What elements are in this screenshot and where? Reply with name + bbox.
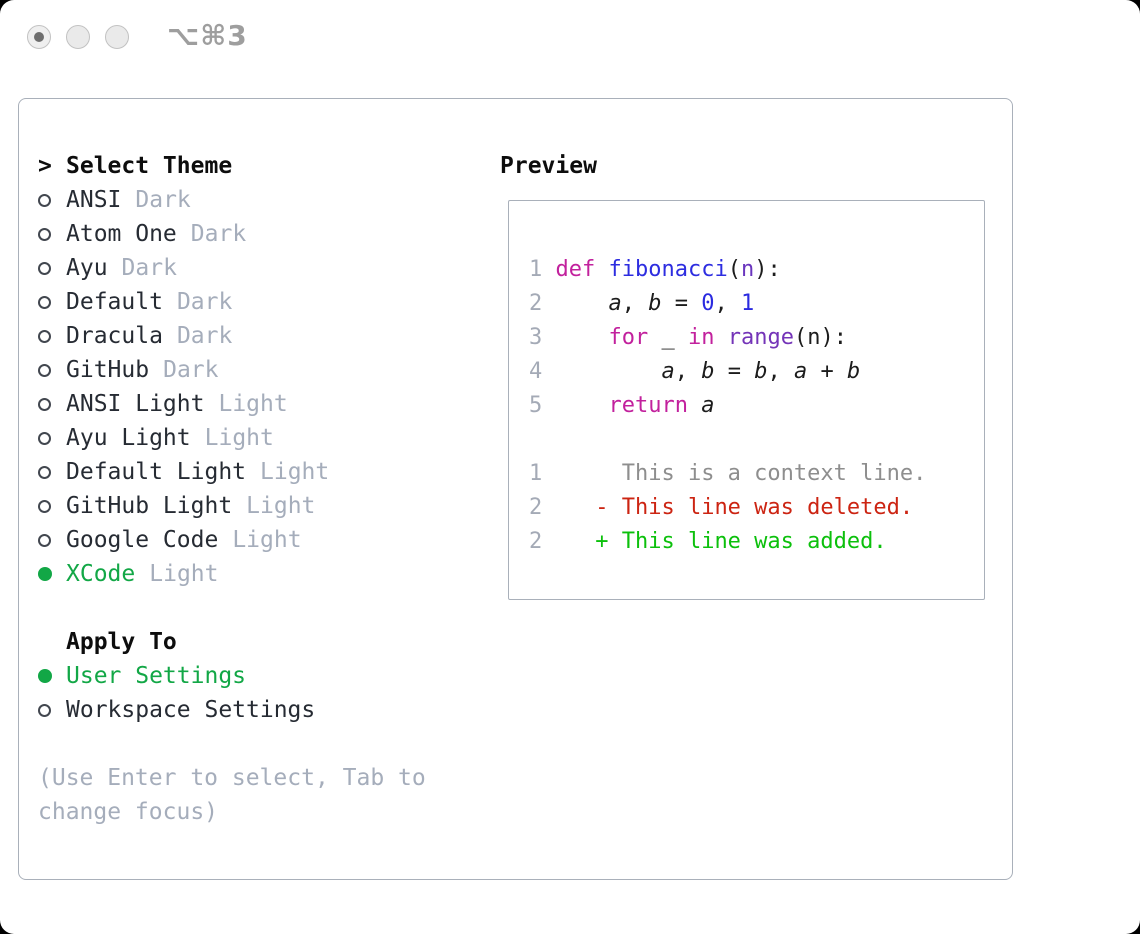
code-token-plain	[542, 495, 595, 520]
code-token-plain	[595, 257, 608, 282]
code-token-plain	[688, 393, 701, 418]
window-title-shortcut: ⌥⌘3	[167, 19, 248, 52]
line-number: 2	[529, 528, 543, 554]
line-number: 2	[529, 290, 543, 316]
theme-variant-label: Dark	[176, 289, 233, 315]
theme-list	[38, 149, 426, 829]
code-token-plain	[542, 291, 608, 316]
radio-unselected-icon	[38, 704, 51, 717]
radio-unselected-icon	[38, 500, 51, 513]
theme-item-label: Ayu Light	[66, 425, 191, 451]
theme-variant-label: Light	[218, 391, 288, 417]
theme-item-ansi-dark[interactable]	[38, 183, 426, 217]
select-theme-title: Select Theme	[66, 153, 233, 179]
theme-item-label: GitHub Light	[66, 493, 233, 519]
code-token-variable: b	[701, 358, 715, 384]
theme-item-label: GitHub	[66, 357, 150, 383]
theme-item-label: Google Code	[66, 527, 219, 553]
code-line	[529, 524, 926, 558]
theme-item-xcode-light[interactable]	[38, 557, 426, 591]
hint-text-line1: (Use Enter to select, Tab to	[38, 765, 426, 791]
theme-item-ayu-light[interactable]	[38, 421, 426, 455]
code-token-deleted: - This line was deleted.	[595, 494, 914, 520]
theme-item-github-dark[interactable]	[38, 353, 426, 387]
theme-item-google-code-light[interactable]	[38, 523, 426, 557]
theme-item-label: Dracula	[66, 323, 163, 349]
code-token-added: + This line was added.	[595, 528, 887, 554]
theme-variant-label: Light	[204, 425, 274, 451]
code-token-keyword: def	[555, 256, 596, 282]
code-token-plain: ,	[674, 358, 702, 384]
hint-text-line2: change focus)	[38, 799, 219, 825]
theme-item-label: XCode	[66, 561, 136, 587]
theme-item-label: Default	[66, 289, 163, 315]
code-token-plain	[542, 393, 608, 418]
code-token-builtin: range	[727, 324, 794, 350]
line-number: 1	[529, 460, 543, 486]
radio-unselected-icon	[38, 466, 51, 479]
code-token-number: 1	[740, 290, 755, 316]
code-line	[529, 490, 926, 524]
radio-unselected-icon	[38, 534, 51, 547]
code-token-function: fibonacci	[608, 256, 728, 282]
code-line	[529, 286, 926, 320]
code-token-param: n	[740, 256, 755, 282]
code-token-keyword: in	[687, 324, 715, 350]
theme-item-label: Ayu	[66, 255, 108, 281]
code-token-plain: +	[807, 358, 847, 384]
window-control-active-icon[interactable]	[27, 25, 51, 49]
radio-unselected-icon	[38, 330, 51, 343]
code-token-plain: (n):	[793, 324, 847, 350]
line-number: 4	[529, 358, 543, 384]
theme-item-ansi-light[interactable]	[38, 387, 426, 421]
theme-item-default-light[interactable]	[38, 455, 426, 489]
code-line-blank	[529, 422, 926, 456]
code-token-keyword: for	[608, 324, 649, 350]
radio-unselected-icon	[38, 364, 51, 377]
code-token-keyword: return	[608, 392, 688, 418]
theme-item-ayu-dark[interactable]	[38, 251, 426, 285]
theme-variant-label: Dark	[121, 255, 177, 281]
code-line	[529, 354, 926, 388]
theme-item-label: Atom One	[66, 221, 177, 247]
line-number: 5	[529, 392, 543, 418]
theme-variant-label: Dark	[176, 323, 233, 349]
theme-item-label: ANSI Light	[66, 391, 205, 417]
code-token-plain: =	[714, 358, 755, 384]
theme-item-default-dark[interactable]	[38, 285, 426, 319]
code-token-plain	[714, 325, 727, 350]
code-token-plain: _	[648, 324, 688, 350]
theme-variant-label: Light	[232, 527, 302, 553]
spacer	[38, 727, 426, 761]
code-token-plain: =	[661, 290, 702, 316]
code-token-variable: b	[754, 358, 768, 384]
line-number: 3	[529, 324, 543, 350]
code-line	[529, 388, 926, 422]
theme-item-github-light[interactable]	[38, 489, 426, 523]
spacer	[38, 591, 426, 625]
line-number: 1	[529, 256, 543, 282]
code-token-plain: (	[727, 256, 741, 282]
radio-unselected-icon	[38, 228, 51, 241]
radio-selected-icon	[38, 567, 52, 581]
window-control-icon[interactable]	[66, 25, 90, 49]
code-token-variable: a	[661, 358, 675, 384]
select-theme-header	[38, 149, 426, 183]
code-token-variable: b	[648, 290, 662, 316]
window-control-dot-icon	[34, 32, 44, 42]
code-token-plain	[542, 325, 608, 350]
code-token-number: 0	[701, 290, 715, 316]
theme-item-label: Default Light	[66, 459, 247, 485]
theme-variant-label: Light	[246, 493, 316, 519]
code-line	[529, 252, 926, 286]
apply-to-user-settings[interactable]	[38, 659, 426, 693]
radio-unselected-icon	[38, 262, 51, 275]
radio-unselected-icon	[38, 432, 51, 445]
apply-to-title: Apply To	[66, 629, 177, 655]
code-token-plain	[542, 257, 555, 282]
preview-box	[508, 200, 985, 600]
code-token-context: This is a context line.	[542, 460, 927, 486]
code-token-variable: a	[793, 358, 808, 384]
theme-variant-label: Light	[260, 459, 330, 485]
apply-to-option-label: User Settings	[66, 663, 247, 689]
code-line	[529, 320, 926, 354]
cursor-arrow-icon: >	[38, 153, 52, 179]
code-token-plain: ,	[714, 290, 741, 316]
code-token-variable: a	[608, 290, 622, 316]
theme-variant-label: Dark	[135, 187, 191, 213]
theme-variant-label: Dark	[163, 357, 219, 383]
apply-to-option-label: Workspace Settings	[66, 697, 316, 723]
code-token-variable: b	[846, 358, 861, 384]
code-preview	[529, 252, 926, 558]
theme-item-label: ANSI	[66, 187, 122, 213]
theme-variant-label: Light	[149, 561, 219, 587]
preview-title: Preview	[500, 153, 597, 179]
theme-variant-label: Dark	[190, 221, 247, 247]
apply-to-workspace-settings[interactable]	[38, 693, 426, 727]
theme-item-dracula-dark[interactable]	[38, 319, 426, 353]
theme-item-atom-one-dark[interactable]	[38, 217, 426, 251]
radio-selected-icon	[38, 669, 52, 683]
radio-unselected-icon	[38, 398, 51, 411]
code-token-plain	[542, 359, 661, 384]
code-token-plain: ,	[767, 358, 794, 384]
code-line	[529, 456, 926, 490]
code-token-variable: a	[701, 392, 715, 418]
radio-unselected-icon	[38, 194, 51, 207]
code-token-plain	[542, 529, 595, 554]
code-token-plain: ):	[754, 256, 781, 282]
code-token-plain: ,	[621, 290, 649, 316]
line-number: 2	[529, 494, 543, 520]
window-control-icon[interactable]	[105, 25, 129, 49]
apply-to-header	[38, 625, 426, 659]
radio-unselected-icon	[38, 296, 51, 309]
